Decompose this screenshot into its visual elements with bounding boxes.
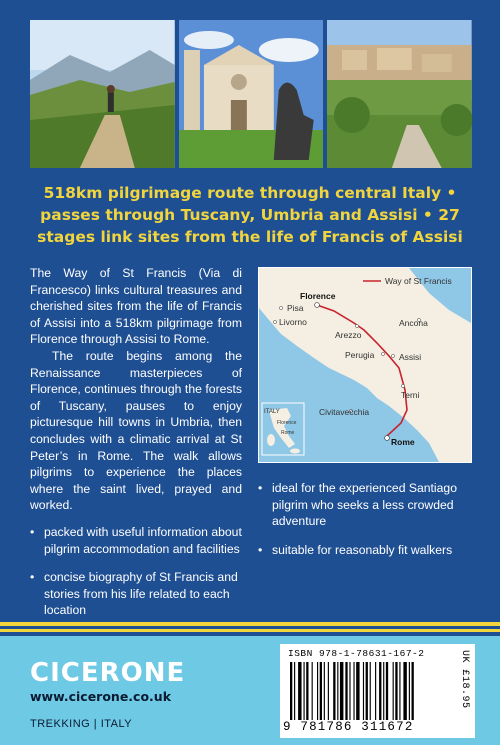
route-map <box>258 267 472 463</box>
feature-list-right <box>258 480 473 570</box>
legend-label: Way of St Francis <box>385 276 452 286</box>
footer <box>0 636 500 745</box>
place-perugia: Perugia <box>345 350 375 360</box>
feature-list-left <box>30 524 242 619</box>
description <box>30 265 242 631</box>
barcode <box>280 644 475 738</box>
place-assisi: Assisi <box>399 352 422 362</box>
inset-country: ITALY <box>264 409 280 415</box>
place-ancona: Ancona <box>399 318 428 328</box>
category-label: TREKKING | ITALY <box>30 718 133 730</box>
barcode-number: 9 781786 311672 <box>283 720 414 734</box>
inset-rome: Rome <box>281 430 295 436</box>
inset-florence: Florence <box>277 420 297 426</box>
accent-stripe <box>0 622 500 626</box>
inset-map <box>262 403 304 455</box>
price-label <box>456 648 472 734</box>
feature-item: • packed with useful information about pilgrim accommodation and facilities <box>30 524 242 557</box>
place-civitavecchia: Civitavecchia <box>319 407 370 417</box>
place-florence: Florence <box>300 291 336 301</box>
place-livorno: Livorno <box>279 317 307 327</box>
barcode-bars <box>290 662 452 720</box>
place-terni: Terni <box>401 390 420 400</box>
feature-item: • suitable for reasonably fit walkers <box>258 542 473 559</box>
description-paragraph-1: The Way of St Francis (Via di Francesco) links cultural treasures and cherished sites from the life of Francis of Assisi into a 518km pilgrimage from Florence through Assisi to Rome. <box>30 266 242 347</box>
photo-strip <box>30 20 472 168</box>
accent-stripe <box>0 629 500 632</box>
photo-assisi-basilica <box>179 20 324 168</box>
publisher-website[interactable]: www.cicerone.co.uk <box>30 689 172 704</box>
feature-item: • concise biography of St Francis and stories from his life related to each location <box>30 569 242 619</box>
photo-mountain-trail <box>30 20 175 168</box>
place-pisa: Pisa <box>287 303 304 313</box>
feature-item: • ideal for the experienced Santiago pilgrim who seeks a less crowded adventure <box>258 480 473 530</box>
photo-hill-town <box>327 20 472 168</box>
price: UK £18.95 <box>459 650 470 709</box>
isbn: ISBN 978-1-78631-167-2 <box>288 648 425 659</box>
place-arezzo: Arezzo <box>335 330 362 340</box>
tagline: 518km pilgrimage route through central Italy • passes through Tuscany, Umbria and Assisi • 27 stages link sites from the life of Francis of Assisi <box>37 184 463 246</box>
publisher-logo: CICERONE <box>30 658 186 688</box>
description-paragraph-2: The route begins among the Renaissance masterpieces of Florence, continues through the forests of Tuscany, pauses to enjoy picturesque hill towns in Umbria, then concludes with a climatic arrival at St Peter’s in Rome. The walk allows pilgrims to experience the places where the saint lived, prayed and worked. <box>30 348 242 513</box>
place-rome: Rome <box>391 437 415 447</box>
